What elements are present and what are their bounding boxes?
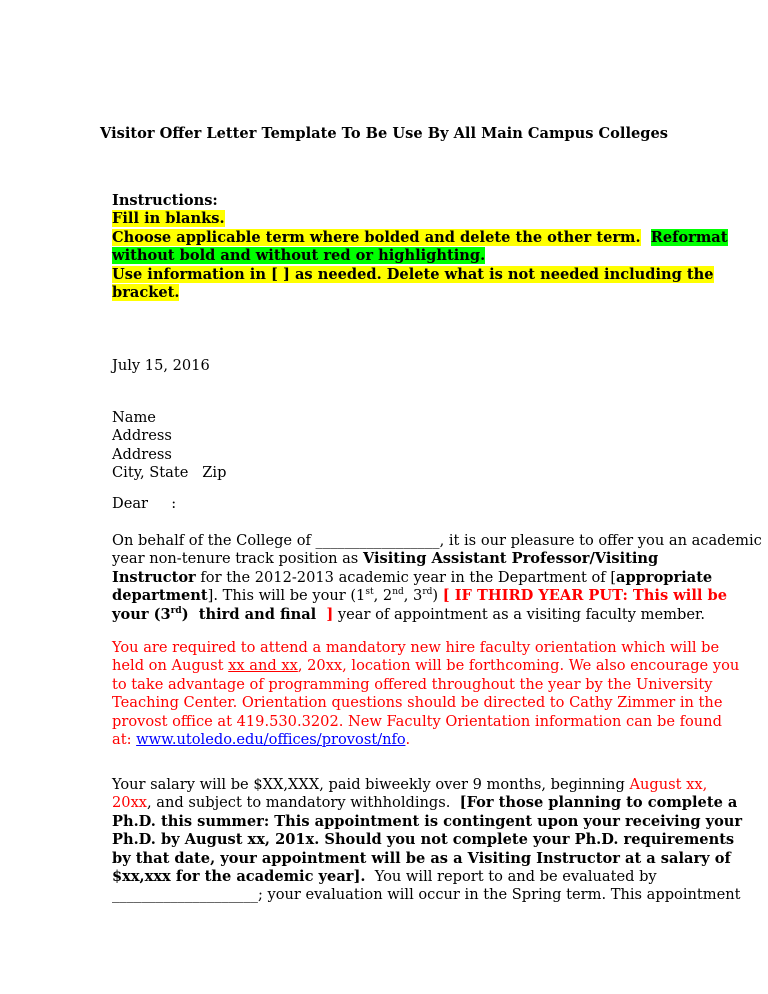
orientation-line-4: Teaching Center. Orientation questions should be directed to Cathy Zimmer in the — [112, 694, 723, 712]
instruction-line-2: Choose applicable term where bolded and delete the other term. — [112, 228, 641, 246]
orientation-line-3: to take advantage of programming offered throughout the year by the University — [112, 675, 713, 693]
third-year-text-cont: ) third and final — [181, 605, 327, 623]
offer-line-4b: , 2 — [373, 587, 393, 605]
orientation-line-2b: , 20xx, location will be forthcoming. We also encourage you — [297, 657, 740, 675]
salary-start-date: August xx, — [629, 776, 708, 793]
recipient-address — [112, 409, 660, 483]
ordinal-suffix: st — [365, 587, 374, 598]
orientation-line-6b: . — [405, 731, 411, 749]
orientation-line-6: at: — [112, 731, 137, 749]
orientation-dates: xx and xx — [228, 657, 298, 675]
position-title: Visiting Assistant Professor/Visiting — [362, 550, 659, 568]
instruction-line-3: without bold and without red or highlighting. — [112, 247, 486, 265]
third-year-note: [ IF THIRD YEAR PUT: This will be — [442, 587, 728, 605]
department-placeholder: appropriate — [616, 568, 713, 586]
offer-line-2: year non-tenure track position as — [112, 550, 363, 568]
nfo-link[interactable]: www.utoledo.edu/offices/provost/nfo — [136, 731, 406, 749]
salary-line-2: , and subject to mandatory withholdings. — [147, 794, 460, 812]
offer-line-1: On behalf of the College of _________________, it is our pleasure to offer you an academic — [112, 532, 762, 549]
recipient-address-1: Address — [112, 427, 172, 445]
offer-line-4: ]. This will be your (1 — [207, 587, 366, 605]
instruction-line-5: bracket. — [112, 284, 180, 302]
phd-condition-line-3: Ph.D. this summer: This appointment is contingent upon your receiving your — [112, 812, 743, 830]
recipient-city-state-zip: City, State Zip — [112, 464, 227, 482]
offer-paragraph — [112, 532, 762, 624]
offer-line-5: year of appointment as a visiting faculty member. — [333, 605, 705, 623]
salary-line-6: You will report to and be evaluated by — [365, 868, 657, 886]
salary-paragraph — [112, 776, 743, 905]
phd-condition-line-4: Ph.D. by August xx, 201x. Should you not complete your Ph.D. requirements — [112, 831, 735, 849]
instructions-heading: Instructions: — [112, 192, 218, 209]
letter-date: July 15, 2016 — [112, 357, 210, 374]
offer-line-3: for the 2012-2013 academic year in the Department of [ — [195, 568, 617, 586]
phd-condition-line-5: by that date, your appointment will be as a Visiting Instructor at a salary of — [112, 849, 731, 867]
salutation: Dear : — [112, 495, 177, 512]
recipient-name: Name — [112, 409, 156, 426]
third-year-text: your (3 — [112, 605, 171, 623]
orientation-line-2: held on August — [112, 657, 229, 675]
instruction-reformat: Reformat — [650, 228, 728, 246]
phd-condition: [For those planning to complete a — [459, 794, 738, 812]
position-title-cont: Instructor — [112, 568, 196, 586]
third-year-bracket: ] — [326, 605, 334, 623]
department-placeholder-cont: department — [112, 587, 208, 605]
instructions-block — [112, 192, 728, 302]
recipient-address-2: Address — [112, 445, 172, 463]
instruction-line-4: Use information in [ ] as needed. Delete what is not needed including the — [112, 265, 714, 283]
offer-line-4c: , 3 — [403, 587, 423, 605]
phd-condition-line-6: $xx,xxx for the academic year]. — [112, 868, 366, 886]
document-title: Visitor Offer Letter Template To Be Use By All Main Campus Colleges — [100, 125, 668, 142]
ordinal-suffix: rd — [422, 587, 433, 598]
orientation-line-1: You are required to attend a mandatory new hire faculty orientation which will be — [112, 639, 720, 656]
orientation-line-5: provost office at 419.530.3202. New Faculty Orientation information can be found — [112, 712, 722, 730]
orientation-paragraph — [112, 639, 740, 749]
salary-line-7: ____________________; your evaluation will occur in the Spring term. This appointment — [112, 886, 741, 904]
ordinal-suffix: nd — [392, 587, 404, 598]
salary-start-year: 20xx — [112, 794, 148, 812]
salary-line-1: Your salary will be $XX,XXX, paid biweekly over 9 months, beginning — [112, 776, 630, 793]
offer-line-4d: ) — [432, 587, 443, 605]
ordinal-suffix: rd — [170, 605, 182, 616]
instruction-line-1: Fill in blanks. — [112, 210, 225, 228]
